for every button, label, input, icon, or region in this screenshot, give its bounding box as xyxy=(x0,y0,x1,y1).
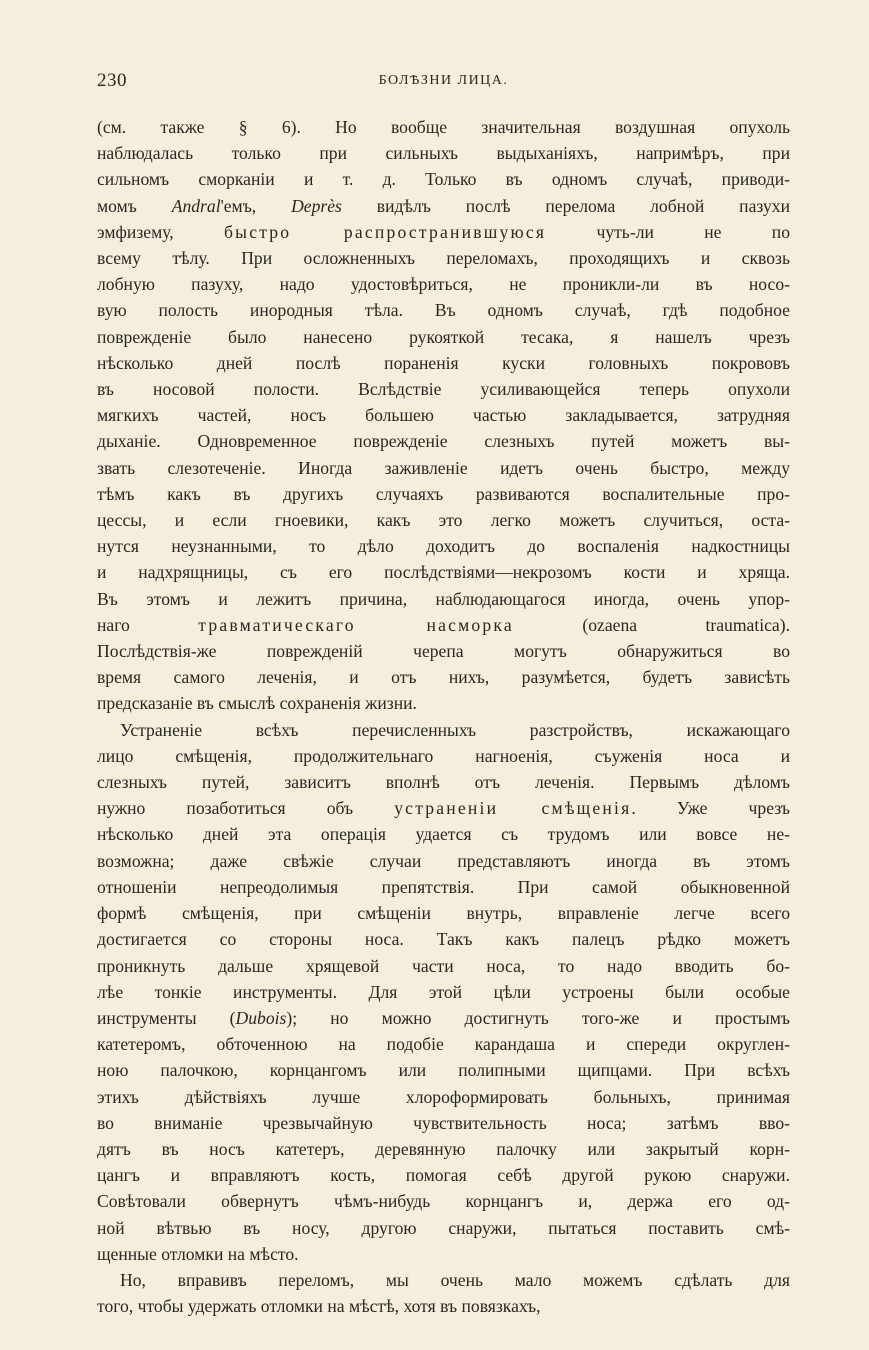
text-run: и надхрящницы, съ его послѣдствiями—некрозомъ кости и хряща. xyxy=(97,562,790,583)
text-line xyxy=(97,874,790,900)
text-line xyxy=(97,1215,790,1241)
text-line xyxy=(97,324,790,350)
text-line xyxy=(97,1241,790,1267)
text-run: достигается со стороны носа. Такъ какъ палецъ рѣдко можетъ xyxy=(97,929,790,950)
spaced-emphasis: устраненiи смѣщенiя xyxy=(394,798,632,819)
text-run: цангъ и вправляютъ кость, помогая себѣ другой рукою снаружи. xyxy=(97,1165,790,1186)
text-run: всему тѣлу. При осложненныхъ переломахъ, проходящихъ и сквозь xyxy=(97,248,790,269)
text-run: тѣмъ какъ въ другихъ случаяхъ развиваются воспалительные про- xyxy=(97,483,790,504)
text-run: чуть-ли не по xyxy=(546,221,790,242)
text-run: Совѣтовали обвернутъ чѣмъ-нибудь корнцангъ и, держа его од- xyxy=(97,1191,790,1212)
text-run: звать слезотеченiе. Иногда заживленiе идетъ очень быстро, между xyxy=(97,457,790,478)
text-run: вую полость инородныя тѣла. Въ одномъ случаѣ, гдѣ подобное xyxy=(97,300,790,321)
text-run: Послѣдствiя-же поврежденiй черепа могутъ обнаружиться во xyxy=(97,641,790,662)
text-line xyxy=(97,821,790,847)
paragraph xyxy=(97,1267,790,1319)
text-run: Но, вправивъ переломъ, мы очень мало можемъ сдѣлать для xyxy=(120,1269,790,1290)
text-run: лобную пазуху, надо удостовѣриться, не проникли-ли въ носо- xyxy=(97,274,790,295)
text-line xyxy=(97,533,790,559)
text-run: предсказанiе въ смыслѣ сохраненiя жизни. xyxy=(97,693,417,714)
text-run: Въ этомъ и лежитъ причина, наблюдающагося иногда, очень упор- xyxy=(97,588,790,609)
text-run: лѣе тонкiе инструменты. Для этой цѣли устроены были особые xyxy=(97,981,790,1002)
text-run: видѣлъ послѣ перелома лобной пазухи xyxy=(341,195,790,216)
body-text xyxy=(97,114,790,1319)
text-run: возможна; даже свѣжiе случаи представляютъ иногда въ этомъ xyxy=(97,850,790,871)
text-run: во вниманiе чрезвычайную чувствительность носа; затѣмъ вво- xyxy=(97,1112,790,1133)
text-run: Устраненiе всѣхъ перечисленныхъ разстройствъ, искажающаго xyxy=(120,719,790,740)
text-run: наблюдалась только при сильныхъ выдыханiяхъ, напримѣръ, при xyxy=(97,143,790,164)
text-line xyxy=(97,1057,790,1083)
text-line xyxy=(97,1136,790,1162)
text-line xyxy=(97,1110,790,1136)
text-line xyxy=(97,1267,790,1293)
text-run: поврежденiе было нанесено рукояткой тесака, я нашелъ чрезъ xyxy=(97,326,790,347)
text-line xyxy=(97,1162,790,1188)
text-line xyxy=(97,1005,790,1031)
text-line xyxy=(97,743,790,769)
text-run: время самого леченiя, и отъ нихъ, разумѣется, будетъ зависѣть xyxy=(97,667,790,688)
spaced-emphasis: травматическаго насморка xyxy=(198,614,514,635)
italic-name: Dubois xyxy=(235,1007,287,1028)
text-line xyxy=(97,979,790,1005)
text-line xyxy=(97,1084,790,1110)
text-line xyxy=(97,219,790,245)
text-run: ною палочкою, корнцангомъ или полипными щипцами. При всѣхъ xyxy=(97,1060,790,1081)
text-run: момъ xyxy=(97,195,172,216)
text-run: (ozaena traumatica). xyxy=(513,614,790,635)
text-line xyxy=(97,900,790,926)
text-line xyxy=(97,717,790,743)
text-run: лицо смѣщенiя, продолжительнаго нагноенiя, съуженiя носа и xyxy=(97,745,790,766)
text-run: формѣ смѣщенiя, при смѣщенiи внутрь, вправленiе легче всего xyxy=(97,903,790,924)
text-run: слезныхъ путей, зависитъ вполнѣ отъ леченiя. Первымъ дѣломъ xyxy=(97,772,790,793)
text-run: ной вѣтвью въ носу, другою снаружи, пытаться поставить смѣ- xyxy=(97,1217,790,1238)
text-line xyxy=(97,795,790,821)
text-run: нѣсколько дней послѣ пораненiя куски головныхъ покрововъ xyxy=(97,352,790,373)
text-run: щенные отломки на мѣсто. xyxy=(97,1243,299,1264)
text-line xyxy=(97,271,790,297)
text-line xyxy=(97,1188,790,1214)
text-run: нутся неузнанными, то дѣло доходитъ до воспаленiя надкостницы xyxy=(97,536,790,557)
running-title: БОЛѢЗНИ ЛИЦА. xyxy=(378,73,509,88)
text-run: нѣсколько дней эта операцiя удается съ трудомъ или вовсе не- xyxy=(97,824,790,845)
text-line xyxy=(97,926,790,952)
text-line xyxy=(97,455,790,481)
text-line xyxy=(97,1031,790,1057)
text-line xyxy=(97,638,790,664)
italic-name: Deprès xyxy=(291,195,342,216)
paragraph xyxy=(97,114,790,717)
text-line xyxy=(97,559,790,585)
text-run: мягкихъ частей, носъ большею частью закладывается, затрудняя xyxy=(97,405,790,426)
text-line xyxy=(97,114,790,140)
text-line xyxy=(97,297,790,323)
text-line xyxy=(97,428,790,454)
text-run: цессы, и если гноевики, какъ это легко можетъ случиться, оста- xyxy=(97,510,790,531)
text-run: эмфизему, xyxy=(97,221,225,242)
text-run: . Уже чрезъ xyxy=(631,798,790,819)
text-run: катетеромъ, обточенною на подобiе карандаша и спереди округлен- xyxy=(97,1034,790,1055)
text-run: въ носовой полости. Вслѣдствiе усиливающейся теперь опухоли xyxy=(97,379,790,400)
text-line xyxy=(97,402,790,428)
text-run: дятъ въ носъ катетеръ, деревянную палочку или закрытый корн- xyxy=(97,1138,790,1159)
text-line xyxy=(97,612,790,638)
text-line xyxy=(97,848,790,874)
text-run: инструменты ( xyxy=(97,1007,236,1028)
text-line xyxy=(97,586,790,612)
page-header xyxy=(97,70,790,96)
text-run: отношенiи непреодолимыя препятствiя. При самой обыкновенной xyxy=(97,876,790,897)
italic-name: Andral xyxy=(171,195,221,216)
text-line xyxy=(97,953,790,979)
text-run: дыханiе. Одновременное поврежденiе слезныхъ путей можетъ вы- xyxy=(97,431,790,452)
text-line xyxy=(97,507,790,533)
text-line xyxy=(97,376,790,402)
text-line xyxy=(97,769,790,795)
text-run: 'емъ, xyxy=(220,195,292,216)
text-line xyxy=(97,481,790,507)
text-run: нужно позаботиться объ xyxy=(97,798,395,819)
text-run: того, чтобы удержать отломки на мѣстѣ, хотя въ повязкахъ, xyxy=(97,1296,541,1317)
spaced-emphasis: быстро распространившуюся xyxy=(224,221,547,242)
paragraph xyxy=(97,717,790,1267)
text-run: проникнуть дальше хрящевой части носа, то надо вводить бо- xyxy=(97,955,790,976)
text-run: (см. также § 6). Но вообще значительная воздушная опухоль xyxy=(97,117,790,137)
text-run: наго xyxy=(97,614,199,635)
text-line xyxy=(97,690,790,716)
text-run: ); но можно достигнуть того-же и простымъ xyxy=(286,1007,790,1028)
page-number: 230 xyxy=(97,70,127,91)
text-line xyxy=(97,245,790,271)
text-line xyxy=(97,350,790,376)
text-line xyxy=(97,664,790,690)
text-line xyxy=(97,166,790,192)
text-line xyxy=(97,140,790,166)
text-line xyxy=(97,1293,790,1319)
text-run: сильномъ сморканiи и т. д. Только въ одномъ случаѣ, приводи- xyxy=(97,169,790,190)
text-line xyxy=(97,193,790,219)
text-run: этихъ дѣйствiяхъ лучше хлороформировать больныхъ, принимая xyxy=(97,1086,790,1107)
